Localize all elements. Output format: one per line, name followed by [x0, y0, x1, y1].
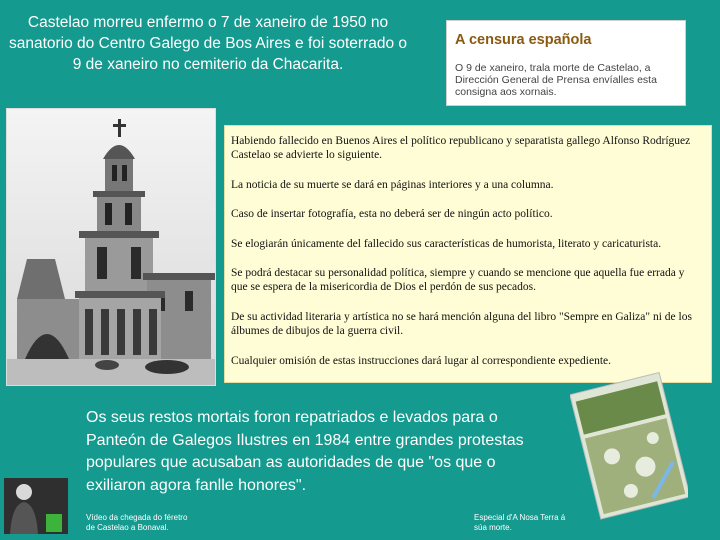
doc-line: Se podrá destacar su personalidad política, siempre y cuando se mencione que aquella fue errada y que se espera de la misericordia de Dios el perdón de sus pecados.: [231, 267, 685, 293]
censorship-document: [224, 125, 712, 383]
censorship-title: A censura española: [455, 32, 592, 48]
video-caption-line: de Castelao a Bonaval.: [86, 523, 169, 532]
video-thumbnail[interactable]: [4, 478, 68, 534]
doc-line: La noticia de su muerte se dará en páginas interiores y a una columna.: [231, 179, 554, 191]
newspaper-caption-line: súa morte.: [474, 523, 512, 532]
intro-paragraph: Castelao morreu enfermo o 7 de xaneiro de 1950 no sanatorio do Centro Galego de Bos Aires e foi soterrado o 9 de xaneiro no cemiterio da Chacarita.: [8, 14, 408, 73]
pantheon-photo: [6, 108, 216, 386]
outro-paragraph: Os seus restos mortais foron repatriados e levados para o Panteón de Galegos Ilustres en 1984 entre grandes protestas populares que acusaban as autoridades de que "os que o exiliaron agora fanlle honores".: [86, 409, 524, 494]
church-illustration: [7, 109, 215, 385]
newspaper-cover-icon: [570, 372, 688, 520]
doc-line: Se elogiarán únicamente del fallecido sus características de humorista, literato y caricaturista.: [231, 238, 662, 250]
newspaper-caption-line: Especial d'A Nosa Terra á: [474, 513, 566, 522]
doc-line: De su actividad literaria y artística no se hará mención alguna del libro "Sempre en Galiza" ni de los álbumes de dibujos de la guerra civil.: [231, 311, 692, 337]
doc-line: Caso de insertar fotografía, esta no deberá ser de ningún acto político.: [231, 208, 553, 220]
censorship-text: O 9 de xaneiro, trala morte de Castelao, a Dirección General de Prensa envíalles esta consigna aos xornais.: [455, 62, 657, 98]
newspaper-caption: [474, 513, 565, 533]
doc-line: Habiendo fallecido en Buenos Aires el político republicano y separatista gallego Alfonso Rodríguez Castelao se advierte lo siguiente.: [231, 135, 691, 161]
doc-line: Cualquier omisión de estas instrucciones dará lugar al correspondiente expediente.: [231, 355, 612, 367]
video-caption-line: Vídeo da chegada do féretro: [86, 513, 188, 522]
video-caption: [86, 513, 187, 533]
video-icon: [4, 478, 68, 534]
newspaper-special-image[interactable]: [570, 372, 688, 520]
censorship-box: [446, 20, 686, 106]
